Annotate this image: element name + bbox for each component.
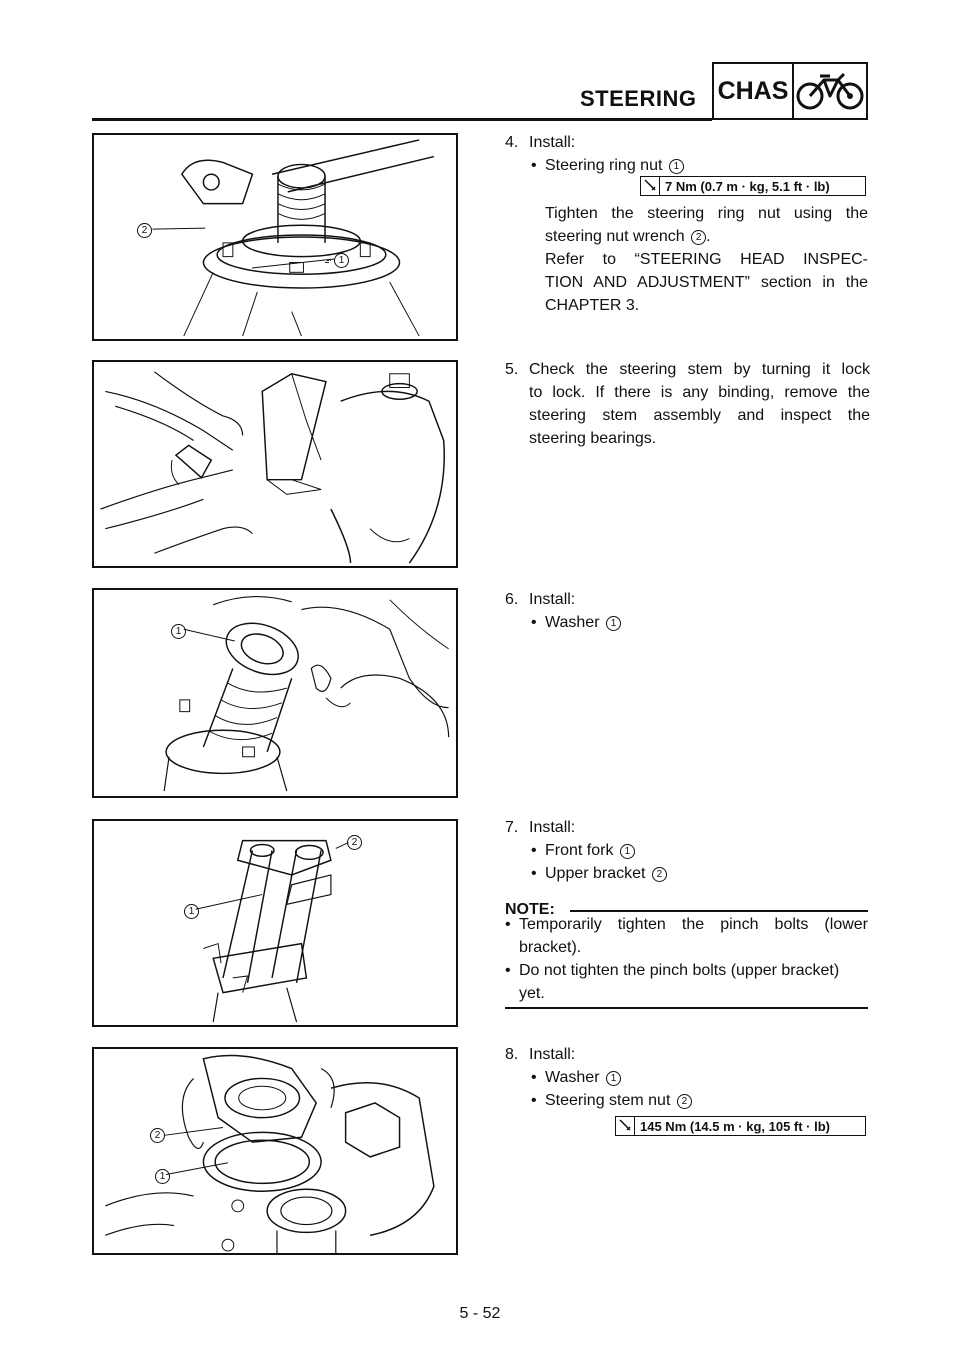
instruction-line: steering bearings.	[529, 430, 657, 447]
bullet: •	[531, 1069, 537, 1086]
callout-1: 1	[153, 1167, 170, 1185]
instruction-line: to lock. If there is any binding, remove the	[529, 384, 870, 401]
instruction-line: TION AND ADJUSTMENT” section in the	[545, 274, 868, 291]
note-line: Do not tighten the pinch bolts (upper bracket)	[519, 962, 840, 979]
item-label: Washer	[545, 1069, 600, 1086]
step-4	[505, 131, 870, 177]
callout-1: 1	[169, 622, 186, 640]
motorcycle-icon	[794, 66, 866, 116]
page-title: STEERING	[580, 86, 697, 111]
note-body	[505, 913, 868, 1005]
torque-spec	[615, 1116, 866, 1136]
torque-spec	[640, 176, 866, 196]
figure-front-fork-install	[92, 819, 458, 1027]
callout-2: 2	[148, 1126, 165, 1144]
bullet: •	[531, 614, 537, 631]
note-line: Temporarily tighten the pinch bolts (lower	[519, 916, 868, 933]
instruction-line: Refer to “STEERING HEAD INSPEC-	[545, 251, 868, 268]
instruction-line: Check the steering stem by turning it lock	[529, 361, 870, 378]
instruction-line: steering nut wrench 2 .	[545, 228, 711, 245]
step-7	[505, 816, 870, 885]
note-line: bracket).	[519, 939, 582, 956]
callout-leader	[248, 254, 338, 274]
step-action: Install:	[529, 819, 576, 836]
item-ref: 1	[606, 1071, 621, 1086]
note-rule-bottom	[505, 1007, 868, 1009]
torque-value: 145 Nm (14.5 m · kg, 105 ft · lb)	[640, 1119, 831, 1134]
item-ref: 2	[677, 1094, 692, 1109]
item-ref: 1	[669, 159, 684, 174]
step-number: 7.	[505, 819, 519, 836]
item-ref: 1	[606, 616, 621, 631]
torque-value: 7 Nm (0.7 m · kg, 5.1 ft · lb)	[665, 179, 830, 194]
wrench-icon	[616, 1117, 635, 1135]
item-label: Upper bracket	[545, 865, 646, 882]
instruction-line: CHAPTER 3.	[545, 297, 640, 314]
callout-1: 1	[332, 251, 349, 269]
item-label: Steering stem nut	[545, 1092, 671, 1109]
bullet: •	[531, 865, 537, 882]
step-number: 5.	[505, 361, 519, 378]
step-action: Install:	[529, 1046, 576, 1063]
instruction-line: Tighten the steering ring nut using the	[545, 205, 868, 222]
note-line: yet.	[519, 985, 545, 1002]
item-label: Front fork	[545, 842, 614, 859]
item-label: Washer	[545, 614, 600, 631]
step-8	[505, 1043, 870, 1112]
section-label: CHAS	[714, 64, 794, 118]
figure-washer-install	[92, 588, 458, 798]
header-rule	[92, 118, 712, 121]
callout-2: 2	[135, 221, 152, 239]
wrench-icon	[641, 177, 660, 195]
bullet: •	[505, 916, 511, 933]
step-4-instructions	[545, 202, 868, 317]
note-rule-top	[570, 910, 868, 912]
step-number: 8.	[505, 1046, 519, 1063]
step-number: 4.	[505, 134, 519, 151]
step-action: Install:	[529, 134, 576, 151]
page-number: 5 - 52	[459, 1305, 501, 1322]
figure-steering-stem-check	[92, 360, 458, 568]
callout-1: 1	[182, 902, 199, 920]
figure-steering-stem-nut	[92, 1047, 458, 1255]
item-label: Steering ring nut	[545, 157, 663, 174]
bullet: •	[531, 157, 537, 174]
instruction-line: steering stem assembly and inspect the	[529, 407, 870, 424]
callout-2: 2	[345, 833, 362, 851]
bullet: •	[531, 842, 537, 859]
item-ref: 1	[620, 844, 635, 859]
item-ref: 2	[652, 867, 667, 882]
step-5	[505, 358, 870, 450]
step-action: Install:	[529, 591, 576, 608]
bullet: •	[505, 962, 511, 979]
section-badge	[712, 62, 868, 120]
bullet: •	[531, 1092, 537, 1109]
note-label: NOTE:	[505, 901, 555, 918]
step-6	[505, 588, 870, 634]
step-number: 6.	[505, 591, 519, 608]
